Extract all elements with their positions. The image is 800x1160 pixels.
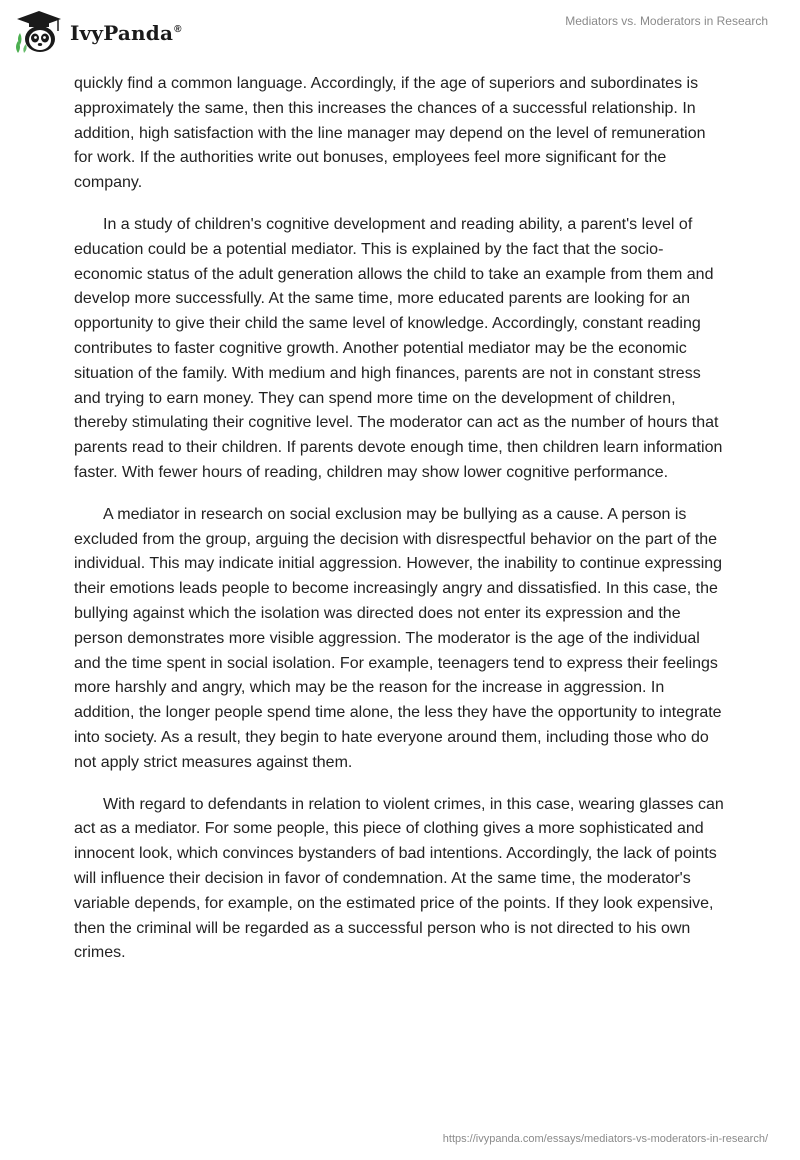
brand-name: IvyPanda® (70, 21, 182, 45)
footer-source-url[interactable]: https://ivypanda.com/essays/mediators-vs-moderators-in-research/ (442, 1133, 768, 1145)
brand-logo[interactable] (14, 8, 182, 56)
paragraph: quickly find a common language. Accordingly, if the age of superiors and subordinates is approximately the same, then this increases the chances of a successful relationship. In addition, high satisfaction with the line manager may depend on the level of remuneration for work. If the authorities write out bonuses, employees feel more significant for the company. (74, 75, 706, 192)
registered-mark: ® (174, 24, 182, 36)
document-title: Mediators vs. Moderators in Research (565, 14, 768, 28)
paragraph: With regard to defendants in relation to violent crimes, in this case, wearing glasses can act as a mediator. For some people, this piece of clothing gives a more sophisticated and innocent look, which convinces bystanders of bad intentions. Accordingly, the lack of points will influence their decision in favor of condemnation. At the same time, the moderator's variable depends, for example, on the estimated price of the points. If they look expensive, then the criminal will be regarded as a successful person who is not directed to his own crimes. (74, 795, 724, 962)
paragraph: In a study of children's cognitive development and reading ability, a parent's level of education could be a potential mediator. This is explained by the fact that the socio-economic status of the adult generation allows the child to take an example from them and develop more successfully. At the same time, more educated parents are looking for an opportunity to give their child the same level of knowledge. Accordingly, constant reading contributes to faster cognitive growth. Another potential mediator may be the economic situation of the family. With medium and high finances, parents are not in constant stress and trying to earn money. They can spend more time on the development of children, thereby stimulating their cognitive level. The moderator can act as the number of hours that parents read to their children. If parents devote enough time, then children learn information faster. With fewer hours of reading, children may show lower cognitive performance. (74, 215, 723, 481)
page-header (0, 0, 800, 60)
essay-body (74, 72, 728, 983)
panda-graduate-logo-icon (14, 9, 64, 55)
paragraph: A mediator in research on social exclusion may be bullying as a cause. A person is excluded from the group, arguing the decision with disrespectful behavior on the part of the individual. This may indicate initial aggression. However, the inability to continue expressing their emotions leads people to become increasingly angry and dissatisfied. In this case, the bullying against which the isolation was directed does not enter its expression and the person demonstrates more visible aggression. The moderator is the age of the individual and the time spent in social isolation. For example, teenagers tend to express their feelings more harshly and angry, which may be the reason for the increase in aggression. In addition, the longer people spend time alone, the less they have the opportunity to integrate into society. As a result, they begin to hate everyone around them, including those who do not apply strict measures against them. (74, 505, 723, 771)
